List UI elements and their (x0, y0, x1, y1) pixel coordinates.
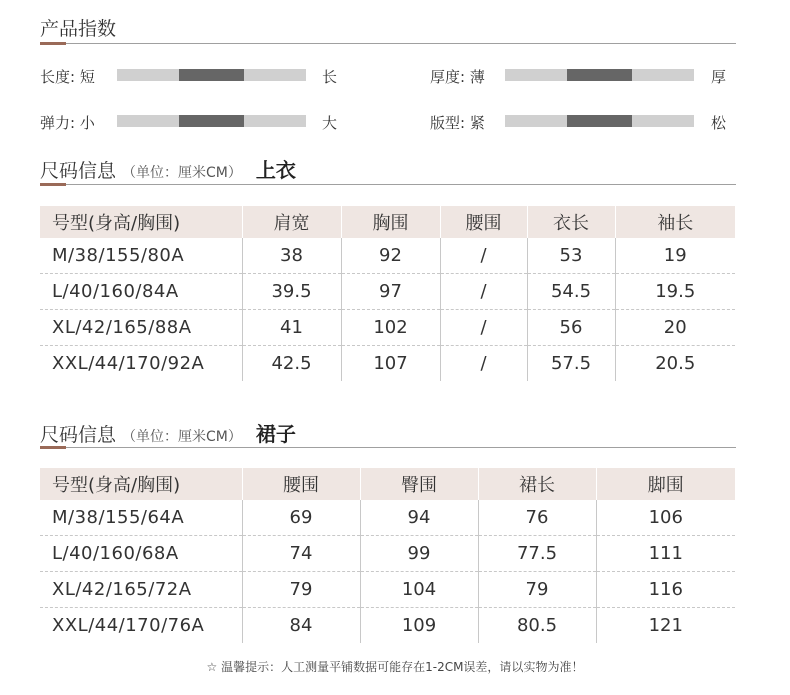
cell-value: 76 (478, 500, 596, 536)
scale-segment-active (567, 115, 632, 127)
header-shoulder: 肩宽 (242, 206, 341, 238)
scale-segment-active (179, 115, 244, 127)
cell-value: 19.5 (615, 274, 735, 310)
section-accent (40, 42, 66, 45)
cell-value: 42.5 (242, 346, 341, 382)
scale-segment (117, 69, 179, 81)
cell-value: 116 (596, 572, 735, 608)
index-label-length: 长度: 短 (40, 68, 95, 86)
header-hip: 臀围 (360, 468, 478, 500)
index-scale-fit (505, 115, 694, 127)
skirt-size-heading (40, 418, 296, 447)
product-index-title: 产品指数 (40, 18, 117, 40)
scale-segment (117, 115, 179, 127)
cell-value: 79 (242, 572, 360, 608)
index-min-length: 短 (79, 68, 95, 86)
table-row (40, 346, 735, 382)
index-min-thickness: 薄 (469, 68, 485, 86)
header-hem: 脚围 (596, 468, 735, 500)
cell-value: 97 (341, 274, 440, 310)
index-max-elasticity: 大 (322, 114, 338, 132)
scale-segment (505, 115, 567, 127)
cell-value: 19 (615, 238, 735, 274)
cell-size: M/38/155/64A (40, 500, 242, 536)
section-accent (40, 183, 66, 186)
cell-value: 104 (360, 572, 478, 608)
cell-value: 121 (596, 608, 735, 644)
index-max-length: 长 (322, 68, 338, 86)
table-row (40, 310, 735, 346)
top-size-table (40, 206, 735, 381)
cell-value: 53 (527, 238, 615, 274)
scale-segment (632, 115, 694, 127)
index-label-elasticity: 弹力: 小 (40, 114, 95, 132)
header-size: 号型(身高/胸围) (40, 468, 242, 500)
cell-value: 74 (242, 536, 360, 572)
table-header-row (40, 206, 735, 238)
header-waist: 腰围 (242, 468, 360, 500)
skirt-size-table (40, 468, 735, 643)
scale-segment (505, 69, 567, 81)
cell-value: / (440, 238, 527, 274)
cell-value: 80.5 (478, 608, 596, 644)
garment-kind-label: 裙子 (255, 422, 296, 446)
index-label-fit: 版型: 紧 (430, 114, 485, 132)
cell-value: 69 (242, 500, 360, 536)
cell-value: 54.5 (527, 274, 615, 310)
scale-segment (632, 69, 694, 81)
table-row (40, 536, 735, 572)
cell-value: 20.5 (615, 346, 735, 382)
scale-segment (244, 69, 306, 81)
cell-value: 102 (341, 310, 440, 346)
cell-size: XXL/44/170/76A (52, 615, 205, 636)
cell-value: 41 (242, 310, 341, 346)
cell-size: M/38/155/80A (40, 238, 242, 274)
cell-value: 111 (596, 536, 735, 572)
unit-label: （单位：厘米CM） (122, 429, 242, 445)
footnote: ☆ 温馨提示：人工测量平铺数据可能存在1-2CM误差，请以实物为准！ (206, 660, 584, 674)
header-size: 号型(身高/胸围) (40, 206, 242, 238)
table-row (40, 572, 735, 608)
top-size-heading (40, 154, 296, 183)
index-scale-thickness (505, 69, 694, 81)
cell-value: 92 (341, 238, 440, 274)
header-skirt-length: 裙长 (478, 468, 596, 500)
table-header-row (40, 468, 735, 500)
size-info-title: 尺码信息 (40, 424, 117, 446)
header-chest: 胸围 (341, 206, 440, 238)
cell-value: 57.5 (527, 346, 615, 382)
cell-value: 39.5 (242, 274, 341, 310)
cell-value: 106 (596, 500, 735, 536)
cell-value: 79 (478, 572, 596, 608)
cell-size: XXL/44/170/92A (52, 353, 205, 374)
table-row (40, 238, 735, 274)
section-divider (66, 43, 736, 44)
cell-value: 94 (360, 500, 478, 536)
garment-kind-label: 上衣 (255, 158, 296, 182)
section-divider (66, 184, 736, 185)
cell-value: 84 (242, 608, 360, 644)
header-sleeve: 袖长 (615, 206, 735, 238)
cell-value: 109 (360, 608, 478, 644)
section-accent (40, 446, 66, 449)
cell-value: 38 (242, 238, 341, 274)
index-min-elasticity: 小 (79, 114, 95, 132)
cell-value: / (440, 346, 527, 382)
index-max-thickness: 厚 (711, 68, 727, 86)
index-scale-elasticity (117, 115, 306, 127)
table-row (40, 500, 735, 536)
table-row (40, 274, 735, 310)
unit-label: （单位：厘米CM） (122, 165, 242, 181)
index-max-fit: 松 (711, 114, 727, 132)
cell-value: 107 (341, 346, 440, 382)
cell-value: 20 (615, 310, 735, 346)
cell-size: L/40/160/84A (40, 274, 242, 310)
index-min-fit: 紧 (469, 114, 485, 132)
cell-value: 56 (527, 310, 615, 346)
index-label-thickness: 厚度: 薄 (430, 68, 485, 86)
cell-value: / (440, 274, 527, 310)
size-info-title: 尺码信息 (40, 160, 117, 182)
cell-size: L/40/160/68A (40, 536, 242, 572)
cell-size: XL/42/165/88A (40, 310, 242, 346)
scale-segment-active (567, 69, 632, 81)
cell-value: 99 (360, 536, 478, 572)
header-waist: 腰围 (440, 206, 527, 238)
section-divider (66, 447, 736, 448)
table-row (40, 608, 735, 644)
index-scale-length (117, 69, 306, 81)
cell-value: / (440, 310, 527, 346)
scale-segment (244, 115, 306, 127)
scale-segment-active (179, 69, 244, 81)
cell-size: XL/42/165/72A (40, 572, 242, 608)
cell-value: 77.5 (478, 536, 596, 572)
header-length: 衣长 (527, 206, 615, 238)
